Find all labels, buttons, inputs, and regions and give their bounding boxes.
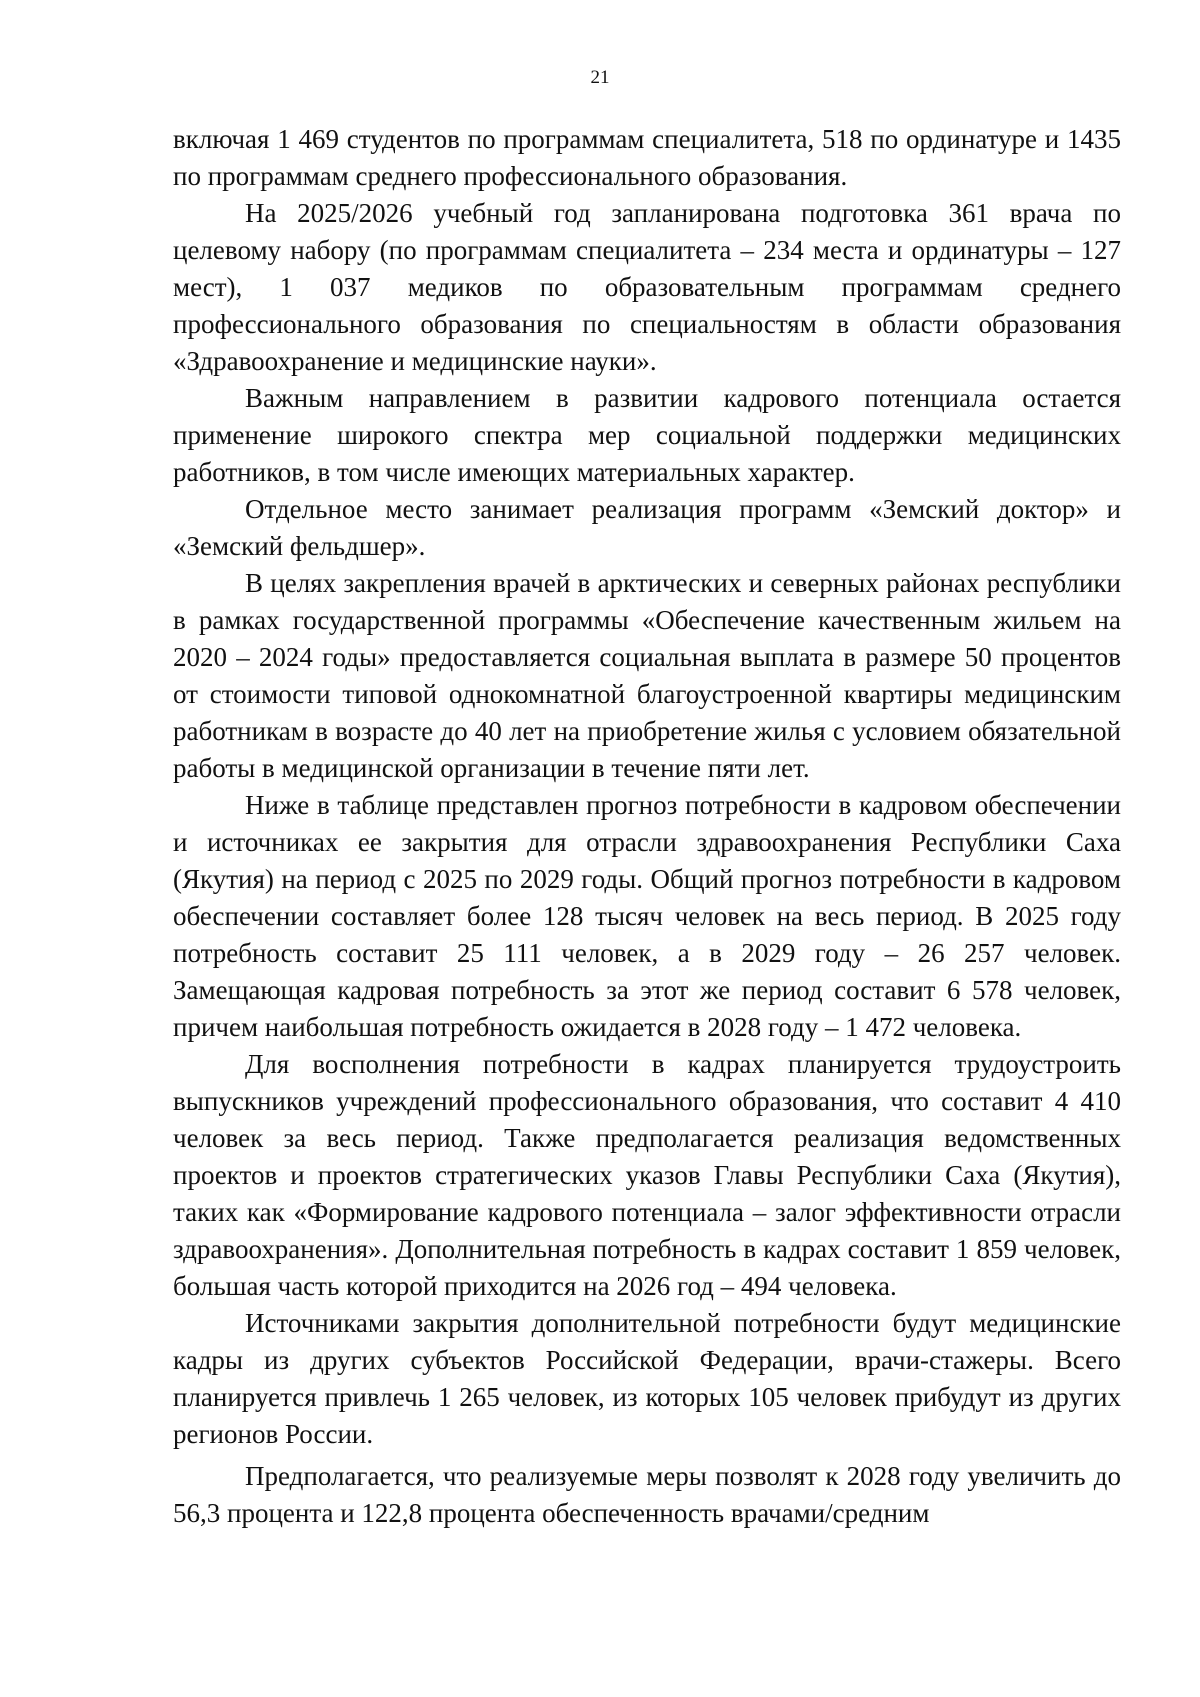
paragraph-housing-payment: В целях закрепления врачей в арктических и северных районах республики в рамках государственной программы «Обеспечение качественным жильем на 2020 – 2024 годы» предоставляется социальная выплата в размере 50 процентов от стоимости типовой однокомнатной благоустроенной квартиры медицинским работникам в возрасте до 40 лет на приобретение жилья с условием обязательной работы в медицинской организации в течение пяти лет.	[173, 568, 1121, 783]
paragraph-zemsky-programs: Отдельное место занимает реализация программ «Земский доктор» и «Земский фельдшер».	[173, 494, 1121, 561]
paragraph-target-training: На 2025/2026 учебный год запланирована подготовка 361 врача по целевому набору (по программам специалитета – 234 места и ординатуры – 127 мест), 1 037 медиков по образовательным программам среднего профессионального образования по специальностям в области образования «Здравоохранение и медицинские науки».	[173, 198, 1121, 376]
paragraph-continuation: включая 1 469 студентов по программам специалитета, 518 по ординатуре и 1435 по программам среднего профессионального образования.	[173, 124, 1121, 191]
page-number: 21	[590, 67, 610, 88]
document-body	[173, 121, 1121, 1532]
paragraph-social-support: Важным направлением в развитии кадрового потенциала остается применение широкого спектра мер социальной поддержки медицинских работников, в том числе имеющих материальных характер.	[173, 383, 1121, 487]
paragraph-graduate-employment: Для восполнения потребности в кадрах планируется трудоустроить выпускников учреждений профессионального образования, что составит 4 410 человек за весь период. Также предполагается реализация ведомственных проектов и проектов стратегических указов Главы Республики Саха (Якутия), таких как «Формирование кадрового потенциала – залог эффективности отрасли здравоохранения». Дополнительная потребность в кадрах составит 1 859 человек, большая часть которой приходится на 2026 год – 494 человека.	[173, 1049, 1121, 1301]
paragraph-closure-sources: Источниками закрытия дополнительной потребности будут медицинские кадры из других субъектов Российской Федерации, врачи-стажеры. Всего планируется привлечь 1 265 человек, из которых 105 человек прибудут из других регионов России.	[173, 1308, 1121, 1449]
paragraph-expected-results: Предполагается, что реализуемые меры позволят к 2028 году увеличить до 56,3 процента и 122,8 процента обеспеченность врачами/средним	[173, 1461, 1121, 1528]
paragraph-staffing-forecast: Ниже в таблице представлен прогноз потребности в кадровом обеспечении и источниках ее закрытия для отрасли здравоохранения Республики Саха (Якутия) на период с 2025 по 2029 годы. Общий прогноз потребности в кадровом обеспечении составляет более 128 тысяч человек на весь период. В 2025 году потребность составит 25 111 человек, а в 2029 году – 26 257 человек. Замещающая кадровая потребность за этот же период составит 6 578 человек, причем наибольшая потребность ожидается в 2028 году – 1 472 человека.	[173, 790, 1121, 1042]
